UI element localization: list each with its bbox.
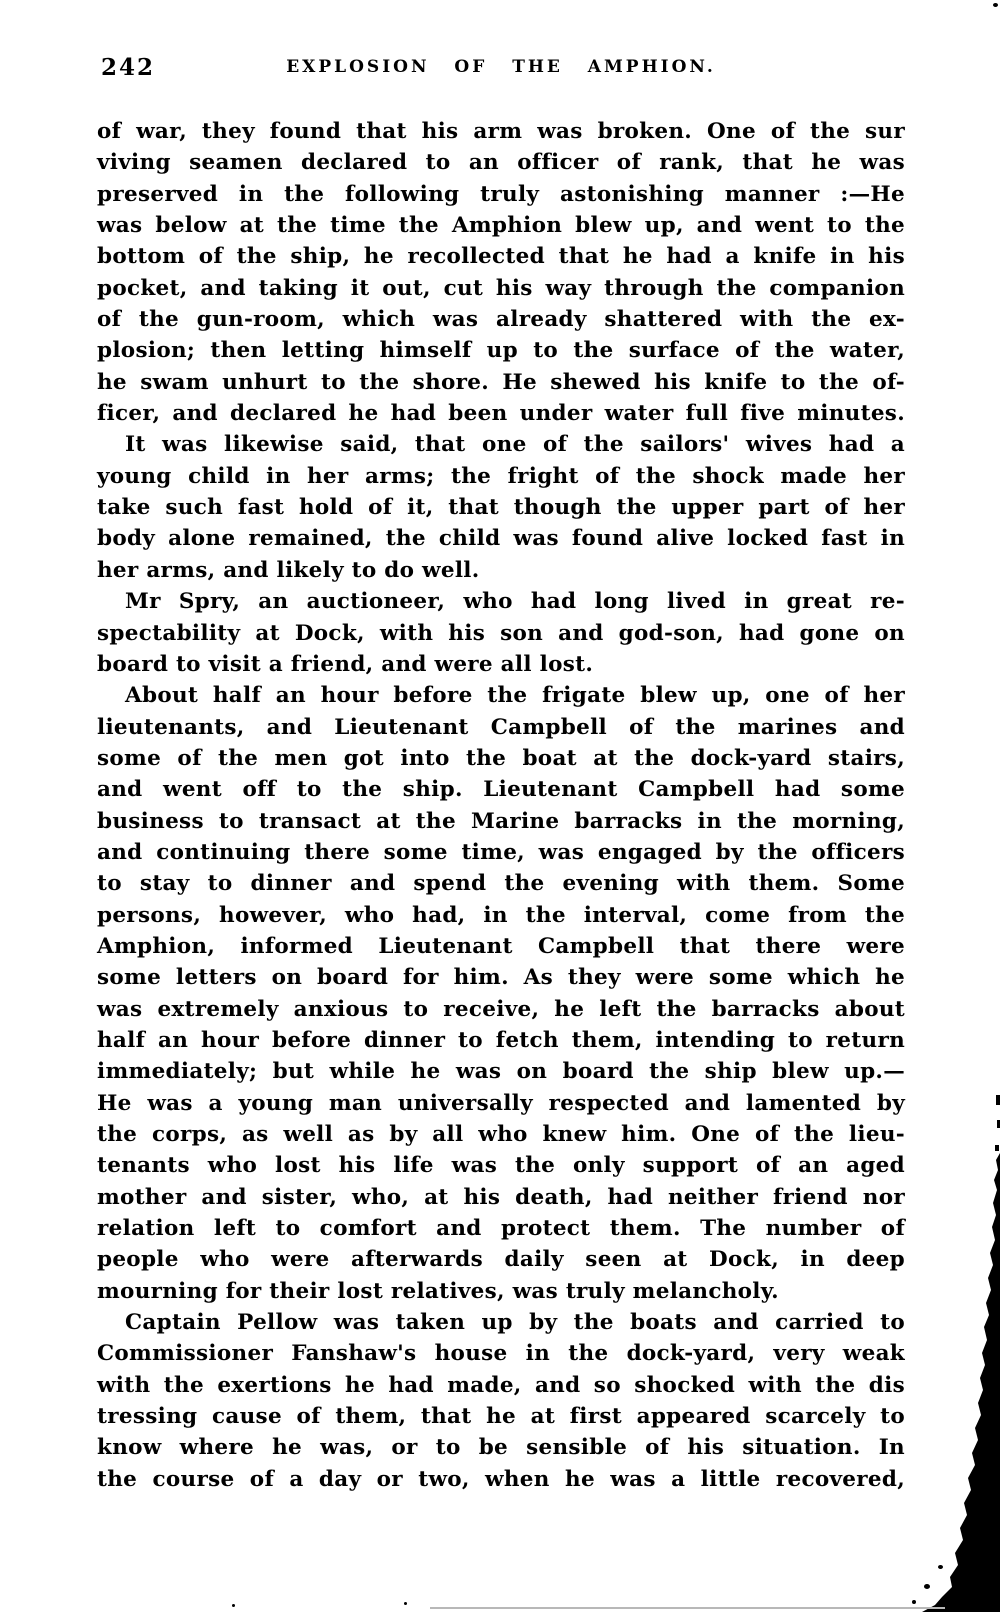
- text-line: relation left to comfort and protect them. The number of: [97, 1216, 905, 1242]
- text-line: viving seamen declared to an officer of rank, that he was: [97, 150, 905, 176]
- scan-edge-artifact: [910, 1075, 1000, 1612]
- scan-speck: [924, 1584, 930, 1589]
- text-line: tressing cause of them, that he at first appeared scarcely to: [97, 1404, 905, 1430]
- text-line: About half an hour before the frigate blew up, one of her: [125, 683, 905, 709]
- text-line: He was a young man universally respected and lamented by: [97, 1090, 905, 1116]
- text-line: of the gun-room, which was already shattered with the ex-: [97, 307, 905, 333]
- text-line: Captain Pellow was taken up by the boats and carried to: [125, 1310, 905, 1336]
- text-line: and continuing there some time, was engaged by the officers: [97, 839, 905, 865]
- paragraph: [97, 586, 905, 680]
- text-line: take such fast hold of it, that though the upper part of her: [97, 495, 905, 521]
- text-line: of war, they found that his arm was broken. One of the sur: [97, 119, 905, 144]
- scan-speck: [404, 1602, 407, 1605]
- text-line: some letters on board for him. As they were some which he: [97, 965, 905, 991]
- text-line: was below at the time the Amphion blew up, and went to the: [97, 213, 905, 239]
- text-line: bottom of the ship, he recollected that he had a knife in his: [97, 244, 905, 270]
- text-line: Mr Spry, an auctioneer, who had long lived in great re-: [125, 589, 905, 615]
- text-line: It was likewise said, that one of the sailors' wives had a: [125, 432, 905, 458]
- text-line: Commissioner Fanshaw's house in the dock-yard, very weak: [97, 1341, 905, 1367]
- text-line: spectability at Dock, with his son and god-son, had gone on: [97, 620, 905, 646]
- text-line: plosion; then letting himself up to the surface of the water,: [97, 338, 905, 364]
- text-line: mother and sister, who, at his death, had neither friend nor: [97, 1184, 905, 1210]
- scan-speck: [912, 1600, 916, 1604]
- text-line: was extremely anxious to receive, he left the barracks about: [97, 996, 905, 1022]
- text-line: lieutenants, and Lieutenant Campbell of the marines and: [97, 714, 905, 740]
- body-text: [97, 116, 905, 1495]
- text-line: the corps, as well as by all who knew him. One of the lieu-: [97, 1122, 905, 1147]
- text-line: and went off to the ship. Lieutenant Campbell had some: [97, 777, 905, 803]
- text-line: young child in her arms; the fright of the shock made her: [97, 463, 905, 489]
- text-line: he swam unhurt to the shore. He shewed his knife to the of-: [97, 369, 905, 395]
- text-line: business to transact at the Marine barracks in the morning,: [97, 808, 905, 834]
- text-line: mourning for their lost relatives, was truly melancholy.: [97, 1278, 779, 1304]
- text-line: half an hour before dinner to fetch them, intending to return: [97, 1027, 905, 1053]
- text-line: to stay to dinner and spend the evening with them. Some: [97, 871, 905, 897]
- text-line: with the exertions he had made, and so shocked with the dis: [97, 1372, 905, 1398]
- paragraph: [97, 680, 905, 1307]
- text-line: pocket, and taking it out, cut his way through the companion: [97, 275, 905, 301]
- text-line: body alone remained, the child was found alive locked fast in: [97, 526, 905, 552]
- text-line: immediately; but while he was on board the ship blew up.—: [97, 1059, 905, 1085]
- page-header: [97, 54, 905, 84]
- scan-speck: [232, 1604, 235, 1607]
- text-line: know where he was, or to be sensible of his situation. In: [97, 1435, 905, 1461]
- text-line: board to visit a friend, and were all lost.: [97, 651, 594, 677]
- text-line: ficer, and declared he had been under water full five minutes.: [97, 401, 905, 427]
- scan-speck: [993, 3, 998, 7]
- text-line: tenants who lost his life was the only support of an aged: [97, 1153, 905, 1179]
- text-line: her arms, and likely to do well.: [97, 557, 480, 583]
- scan-line-artifact: [430, 1607, 945, 1609]
- scan-speck: [938, 1565, 943, 1569]
- paragraph: [97, 429, 905, 586]
- text-line: persons, however, who had, in the interval, come from the: [97, 902, 905, 928]
- running-title: EXPLOSION OF THE AMPHION.: [286, 57, 716, 77]
- paragraph: [97, 1307, 905, 1495]
- text-line: people who were afterwards daily seen at Dock, in deep: [97, 1247, 905, 1273]
- text-line: the course of a day or two, when he was a little recovered,: [97, 1466, 905, 1492]
- page-number: 242: [101, 54, 156, 81]
- text-line: Amphion, informed Lieutenant Campbell that there were: [97, 933, 905, 959]
- text-line: some of the men got into the boat at the dock-yard stairs,: [97, 745, 905, 771]
- paragraph: [97, 116, 905, 429]
- text-line: preserved in the following truly astonishing manner :—He: [97, 181, 905, 207]
